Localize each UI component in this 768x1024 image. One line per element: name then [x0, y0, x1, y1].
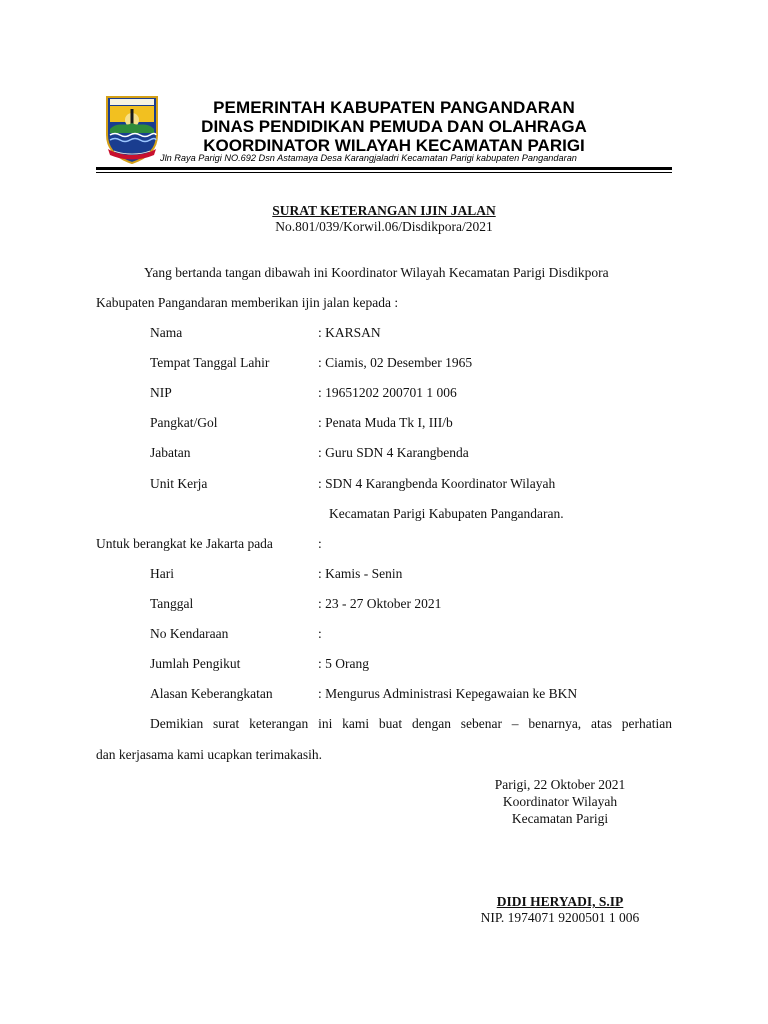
- signature-area: Kecamatan Parigi: [511, 811, 609, 826]
- trip-intro: Untuk berangkat ke Jakarta pada: [96, 536, 273, 551]
- document-number: No.801/039/Korwil.06/Disdikpora/2021: [275, 219, 493, 234]
- field-label-pengikut: Jumlah Pengikut: [150, 656, 241, 671]
- field-value-kendaraan: :: [318, 626, 322, 641]
- trip-intro-colon: :: [318, 536, 322, 551]
- letterhead-department: DINAS PENDIDIKAN PEMUDA DAN OLAHRAGA: [201, 117, 587, 136]
- field-value-pengikut: : 5 Orang: [318, 656, 369, 671]
- field-label-jabatan: Jabatan: [150, 445, 191, 460]
- intro-line-1: Yang bertanda tangan dibawah ini Koordinator Wilayah Kecamatan Parigi Disdikpora: [144, 265, 609, 280]
- letterhead-government: PEMERINTAH KABUPATEN PANGANDARAN: [213, 98, 575, 117]
- intro-line-2: Kabupaten Pangandaran memberikan ijin jalan kepada :: [96, 295, 399, 310]
- field-label-unit-kerja: Unit Kerja: [150, 476, 208, 491]
- signatory-nip: NIP. 1974071 9200501 1 006: [480, 910, 640, 925]
- field-value-nip: : 19651202 200701 1 006: [318, 385, 457, 400]
- closing-line-1: Demikian surat keterangan ini kami buat dengan sebenar – benarnya, atas perhatian: [150, 716, 672, 731]
- signature-place-date: Parigi, 22 Oktober 2021: [494, 777, 626, 792]
- field-value-unit-kerja: : SDN 4 Karangbenda Koordinator Wilayah: [318, 476, 556, 491]
- field-value-tanggal: : 23 - 27 Oktober 2021: [318, 596, 442, 611]
- signatory-name: DIDI HERYADI, S.IP: [496, 894, 624, 909]
- field-value-ttl: : Ciamis, 02 Desember 1965: [318, 355, 473, 370]
- field-label-hari: Hari: [150, 566, 174, 581]
- regency-crest-icon: [104, 93, 160, 165]
- field-value-pangkat: : Penata Muda Tk I, III/b: [318, 415, 453, 430]
- field-value-jabatan: : Guru SDN 4 Karangbenda: [318, 445, 469, 460]
- letterhead-address: Jln Raya Parigi NO.692 Dsn Astamaya Desa Karangjaladri Kecamatan Parigi kabupaten Pangandaran: [160, 153, 577, 163]
- document-title: SURAT KETERANGAN IJIN JALAN: [272, 203, 496, 218]
- field-value-unit-kerja-cont: Kecamatan Parigi Kabupaten Pangandaran.: [329, 506, 564, 521]
- signature-position: Koordinator Wilayah: [502, 794, 618, 809]
- closing-line-2: dan kerjasama kami ucapkan terimakasih.: [96, 747, 323, 762]
- field-label-nip: NIP: [150, 385, 172, 400]
- field-value-nama: : KARSAN: [318, 325, 381, 340]
- letterhead-office: KOORDINATOR WILAYAH KECAMATAN PARIGI: [203, 136, 585, 155]
- field-label-pangkat: Pangkat/Gol: [150, 415, 218, 430]
- field-label-nama: Nama: [150, 325, 183, 340]
- field-value-alasan: : Mengurus Administrasi Kepegawaian ke BKN: [318, 686, 578, 701]
- field-label-kendaraan: No Kendaraan: [150, 626, 229, 641]
- letterhead-divider-thin: [96, 172, 672, 173]
- field-value-hari: : Kamis - Senin: [318, 566, 403, 581]
- letterhead-divider: [96, 167, 672, 170]
- field-label-ttl: Tempat Tanggal Lahir: [150, 355, 270, 370]
- field-label-tanggal: Tanggal: [150, 596, 194, 611]
- field-label-alasan: Alasan Keberangkatan: [150, 686, 273, 701]
- letterhead: [160, 98, 628, 155]
